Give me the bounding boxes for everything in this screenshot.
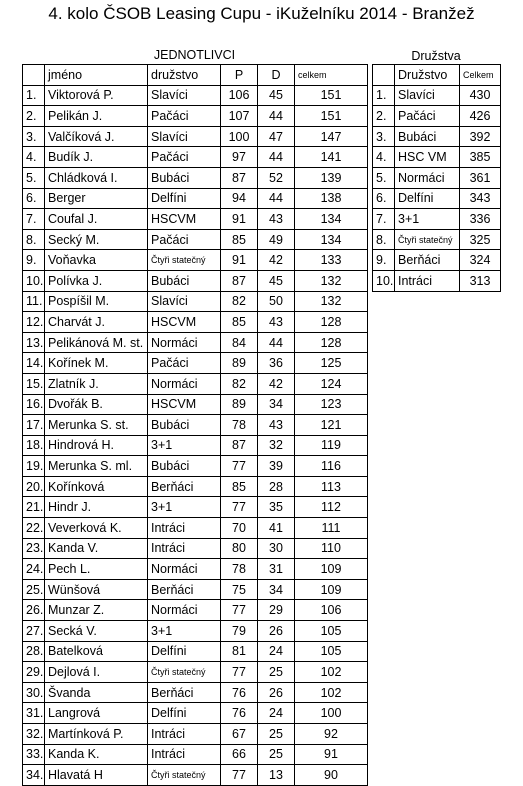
p-cell: 81 — [221, 641, 258, 662]
d-cell: 50 — [258, 291, 295, 312]
team-cell: Slavíci — [148, 291, 221, 312]
team-cell: Pačáci — [148, 106, 221, 127]
p-cell: 91 — [221, 250, 258, 271]
team-cell: Bubáci — [148, 270, 221, 291]
team-cell: Slavíci — [148, 126, 221, 147]
total-cell: 121 — [295, 415, 368, 436]
rank-cell: 8. — [23, 229, 45, 250]
rank-cell: 27. — [23, 621, 45, 642]
team-cell: Bubáci — [148, 415, 221, 436]
p-cell: 107 — [221, 106, 258, 127]
total-cell: 124 — [295, 373, 368, 394]
total-cell: 113 — [295, 476, 368, 497]
table-row — [373, 229, 501, 250]
header-name: jméno — [45, 65, 148, 86]
p-cell: 82 — [221, 373, 258, 394]
table-row — [23, 332, 368, 353]
d-cell: 25 — [258, 724, 295, 745]
rank-cell: 4. — [373, 147, 395, 168]
table-row — [23, 518, 368, 539]
table-row — [23, 126, 368, 147]
p-cell: 97 — [221, 147, 258, 168]
rank-cell: 8. — [373, 229, 395, 250]
d-cell: 13 — [258, 765, 295, 786]
name-cell: Budík J. — [45, 147, 148, 168]
rank-cell: 14. — [23, 353, 45, 374]
total-cell: 426 — [460, 106, 501, 127]
table-row — [23, 641, 368, 662]
d-cell: 52 — [258, 167, 295, 188]
name-cell: Kořínek M. — [45, 353, 148, 374]
table-row — [23, 250, 368, 271]
p-cell: 94 — [221, 188, 258, 209]
total-cell: 116 — [295, 456, 368, 477]
team-name-cell: Delfíni — [395, 188, 460, 209]
rank-cell: 25. — [23, 579, 45, 600]
d-cell: 49 — [258, 229, 295, 250]
name-cell: Charvát J. — [45, 312, 148, 333]
individuals-table — [22, 64, 368, 786]
d-cell: 34 — [258, 579, 295, 600]
total-cell: 336 — [460, 209, 501, 230]
name-cell: Hindrová H. — [45, 435, 148, 456]
total-cell: 385 — [460, 147, 501, 168]
p-cell: 87 — [221, 270, 258, 291]
team-name-cell: Slavíci — [395, 85, 460, 106]
rank-cell: 23. — [23, 538, 45, 559]
rank-cell: 19. — [23, 456, 45, 477]
total-cell: 139 — [295, 167, 368, 188]
team-cell: Normáci — [148, 332, 221, 353]
rank-cell: 5. — [23, 167, 45, 188]
total-cell: 109 — [295, 559, 368, 580]
table-row — [23, 538, 368, 559]
d-cell: 26 — [258, 621, 295, 642]
team-cell: Normáci — [148, 373, 221, 394]
total-cell: 111 — [295, 518, 368, 539]
table-row — [373, 126, 501, 147]
team-cell: Čtyři statečný — [148, 250, 221, 271]
d-cell: 26 — [258, 682, 295, 703]
name-cell: Pospíšil M. — [45, 291, 148, 312]
p-cell: 100 — [221, 126, 258, 147]
rank-cell: 3. — [373, 126, 395, 147]
team-name-cell: Intráci — [395, 270, 460, 291]
table-row — [23, 209, 368, 230]
p-cell: 91 — [221, 209, 258, 230]
p-cell: 85 — [221, 229, 258, 250]
rank-cell: 32. — [23, 724, 45, 745]
total-cell: 132 — [295, 291, 368, 312]
p-cell: 85 — [221, 312, 258, 333]
header-team-name: Družstvo — [395, 65, 460, 86]
team-cell: Intráci — [148, 744, 221, 765]
team-cell: Intráci — [148, 724, 221, 745]
name-cell: Voňavka — [45, 250, 148, 271]
d-cell: 44 — [258, 147, 295, 168]
name-cell: Pelikán J. — [45, 106, 148, 127]
name-cell: Merunka S. st. — [45, 415, 148, 436]
total-cell: 141 — [295, 147, 368, 168]
p-cell: 82 — [221, 291, 258, 312]
d-cell: 32 — [258, 435, 295, 456]
team-cell: Čtyři statečný — [148, 765, 221, 786]
rank-cell: 2. — [23, 106, 45, 127]
team-name-cell: Čtyři statečný — [395, 229, 460, 250]
rank-cell: 22. — [23, 518, 45, 539]
p-cell: 76 — [221, 703, 258, 724]
p-cell: 106 — [221, 85, 258, 106]
name-cell: Viktorová P. — [45, 85, 148, 106]
table-row — [23, 188, 368, 209]
rank-cell: 21. — [23, 497, 45, 518]
total-cell: 102 — [295, 682, 368, 703]
name-cell: Pelikánová M. st. — [45, 332, 148, 353]
rank-cell: 33. — [23, 744, 45, 765]
team-cell: Delfíni — [148, 188, 221, 209]
rank-cell: 30. — [23, 682, 45, 703]
individuals-caption: JEDNOTLIVCI — [153, 48, 236, 62]
d-cell: 42 — [258, 373, 295, 394]
d-cell: 36 — [258, 353, 295, 374]
table-row — [23, 765, 368, 786]
total-cell: 134 — [295, 229, 368, 250]
d-cell: 42 — [258, 250, 295, 271]
total-cell: 100 — [295, 703, 368, 724]
name-cell: Coufal J. — [45, 209, 148, 230]
p-cell: 77 — [221, 497, 258, 518]
name-cell: Kanda V. — [45, 538, 148, 559]
rank-cell: 1. — [23, 85, 45, 106]
rank-cell: 10. — [23, 270, 45, 291]
d-cell: 44 — [258, 332, 295, 353]
total-cell: 134 — [295, 209, 368, 230]
rank-cell: 1. — [373, 85, 395, 106]
table-row — [373, 250, 501, 271]
team-cell: HSCVM — [148, 394, 221, 415]
table-row — [23, 147, 368, 168]
name-cell: Pech L. — [45, 559, 148, 580]
table-row — [23, 415, 368, 436]
name-cell: Valčíková J. — [45, 126, 148, 147]
rank-cell: 3. — [23, 126, 45, 147]
name-cell: Zlatník J. — [45, 373, 148, 394]
team-cell: 3+1 — [148, 497, 221, 518]
d-cell: 29 — [258, 600, 295, 621]
team-name-cell: Berňáci — [395, 250, 460, 271]
table-row — [23, 270, 368, 291]
d-cell: 41 — [258, 518, 295, 539]
table-row — [23, 167, 368, 188]
rank-cell: 26. — [23, 600, 45, 621]
rank-cell: 6. — [23, 188, 45, 209]
rank-cell: 7. — [23, 209, 45, 230]
total-cell: 324 — [460, 250, 501, 271]
table-row — [23, 579, 368, 600]
rank-cell: 18. — [23, 435, 45, 456]
name-cell: Veverková K. — [45, 518, 148, 539]
rank-cell: 15. — [23, 373, 45, 394]
table-row — [373, 106, 501, 127]
name-cell: Kořínková — [45, 476, 148, 497]
total-cell: 91 — [295, 744, 368, 765]
d-cell: 28 — [258, 476, 295, 497]
total-cell: 125 — [295, 353, 368, 374]
team-cell: Slavíci — [148, 85, 221, 106]
name-cell: Hlavatá H — [45, 765, 148, 786]
header-rank — [373, 65, 395, 86]
rank-cell: 24. — [23, 559, 45, 580]
rank-cell: 7. — [373, 209, 395, 230]
rank-cell: 17. — [23, 415, 45, 436]
team-cell: Delfíni — [148, 703, 221, 724]
d-cell: 45 — [258, 85, 295, 106]
team-cell: Čtyři statečný — [148, 662, 221, 683]
table-row — [23, 559, 368, 580]
d-cell: 47 — [258, 126, 295, 147]
rank-cell: 13. — [23, 332, 45, 353]
total-cell: 92 — [295, 724, 368, 745]
p-cell: 89 — [221, 353, 258, 374]
header-team: družstvo — [148, 65, 221, 86]
total-cell: 147 — [295, 126, 368, 147]
table-row — [23, 724, 368, 745]
table-row — [23, 106, 368, 127]
team-cell: Pačáci — [148, 229, 221, 250]
table-row — [23, 476, 368, 497]
team-name-cell: HSC VM — [395, 147, 460, 168]
name-cell: Secký M. — [45, 229, 148, 250]
header-p: P — [221, 65, 258, 86]
header-total: celkem — [295, 65, 368, 86]
p-cell: 75 — [221, 579, 258, 600]
d-cell: 39 — [258, 456, 295, 477]
team-name-cell: 3+1 — [395, 209, 460, 230]
table-header-row — [373, 65, 501, 86]
table-row — [23, 435, 368, 456]
team-cell: 3+1 — [148, 621, 221, 642]
name-cell: Secká V. — [45, 621, 148, 642]
p-cell: 78 — [221, 559, 258, 580]
p-cell: 67 — [221, 724, 258, 745]
d-cell: 24 — [258, 641, 295, 662]
total-cell: 110 — [295, 538, 368, 559]
team-cell: Berňáci — [148, 476, 221, 497]
p-cell: 87 — [221, 167, 258, 188]
total-cell: 313 — [460, 270, 501, 291]
team-name-cell: Bubáci — [395, 126, 460, 147]
team-cell: Berňáci — [148, 682, 221, 703]
rank-cell: 28. — [23, 641, 45, 662]
p-cell: 79 — [221, 621, 258, 642]
team-cell: HSCVM — [148, 209, 221, 230]
p-cell: 77 — [221, 600, 258, 621]
name-cell: Hindr J. — [45, 497, 148, 518]
total-cell: 151 — [295, 85, 368, 106]
table-row — [373, 147, 501, 168]
team-cell: Intráci — [148, 518, 221, 539]
d-cell: 24 — [258, 703, 295, 724]
total-cell: 138 — [295, 188, 368, 209]
total-cell: 105 — [295, 621, 368, 642]
d-cell: 44 — [258, 188, 295, 209]
total-cell: 132 — [295, 270, 368, 291]
table-row — [23, 85, 368, 106]
total-cell: 325 — [460, 229, 501, 250]
rank-cell: 16. — [23, 394, 45, 415]
name-cell: Batelková — [45, 641, 148, 662]
name-cell: Munzar Z. — [45, 600, 148, 621]
d-cell: 25 — [258, 662, 295, 683]
team-cell: Bubáci — [148, 456, 221, 477]
p-cell: 80 — [221, 538, 258, 559]
teams-table — [372, 64, 501, 292]
table-row — [373, 167, 501, 188]
d-cell: 43 — [258, 312, 295, 333]
table-row — [23, 291, 368, 312]
d-cell: 43 — [258, 209, 295, 230]
team-cell: Normáci — [148, 600, 221, 621]
total-cell: 123 — [295, 394, 368, 415]
name-cell: Chládková I. — [45, 167, 148, 188]
name-cell: Wünšová — [45, 579, 148, 600]
name-cell: Polívka J. — [45, 270, 148, 291]
table-row — [23, 682, 368, 703]
p-cell: 87 — [221, 435, 258, 456]
total-cell: 343 — [460, 188, 501, 209]
name-cell: Dejlová I. — [45, 662, 148, 683]
team-name-cell: Normáci — [395, 167, 460, 188]
name-cell: Švanda — [45, 682, 148, 703]
team-cell: 3+1 — [148, 435, 221, 456]
table-row — [373, 270, 501, 291]
total-cell: 90 — [295, 765, 368, 786]
table-row — [23, 394, 368, 415]
p-cell: 85 — [221, 476, 258, 497]
team-name-cell: Pačáci — [395, 106, 460, 127]
table-row — [23, 703, 368, 724]
name-cell: Dvořák B. — [45, 394, 148, 415]
rank-cell: 31. — [23, 703, 45, 724]
total-cell: 112 — [295, 497, 368, 518]
header-rank — [23, 65, 45, 86]
rank-cell: 2. — [373, 106, 395, 127]
rank-cell: 9. — [23, 250, 45, 271]
table-header-row — [23, 65, 368, 86]
name-cell: Merunka S. ml. — [45, 456, 148, 477]
total-cell: 102 — [295, 662, 368, 683]
p-cell: 70 — [221, 518, 258, 539]
team-cell: HSCVM — [148, 312, 221, 333]
total-cell: 109 — [295, 579, 368, 600]
table-row — [23, 229, 368, 250]
p-cell: 77 — [221, 765, 258, 786]
rank-cell: 9. — [373, 250, 395, 271]
rank-cell: 10. — [373, 270, 395, 291]
table-row — [23, 497, 368, 518]
d-cell: 34 — [258, 394, 295, 415]
d-cell: 35 — [258, 497, 295, 518]
total-cell: 430 — [460, 85, 501, 106]
name-cell: Berger — [45, 188, 148, 209]
total-cell: 105 — [295, 641, 368, 662]
team-cell: Pačáci — [148, 147, 221, 168]
name-cell: Martínková P. — [45, 724, 148, 745]
total-cell: 392 — [460, 126, 501, 147]
team-cell: Berňáci — [148, 579, 221, 600]
p-cell: 66 — [221, 744, 258, 765]
table-row — [23, 662, 368, 683]
table-row — [23, 353, 368, 374]
table-row — [373, 188, 501, 209]
rank-cell: 11. — [23, 291, 45, 312]
p-cell: 89 — [221, 394, 258, 415]
total-cell: 106 — [295, 600, 368, 621]
rank-cell: 4. — [23, 147, 45, 168]
rank-cell: 6. — [373, 188, 395, 209]
rank-cell: 20. — [23, 476, 45, 497]
p-cell: 78 — [221, 415, 258, 436]
table-row — [373, 85, 501, 106]
d-cell: 44 — [258, 106, 295, 127]
team-cell: Pačáci — [148, 353, 221, 374]
p-cell: 77 — [221, 456, 258, 477]
total-cell: 151 — [295, 106, 368, 127]
total-cell: 128 — [295, 312, 368, 333]
table-row — [23, 621, 368, 642]
rank-cell: 34. — [23, 765, 45, 786]
d-cell: 30 — [258, 538, 295, 559]
d-cell: 43 — [258, 415, 295, 436]
total-cell: 133 — [295, 250, 368, 271]
total-cell: 361 — [460, 167, 501, 188]
rank-cell: 5. — [373, 167, 395, 188]
table-row — [23, 600, 368, 621]
name-cell: Langrová — [45, 703, 148, 724]
name-cell: Kanda K. — [45, 744, 148, 765]
total-cell: 119 — [295, 435, 368, 456]
d-cell: 45 — [258, 270, 295, 291]
team-cell: Intráci — [148, 538, 221, 559]
table-row — [373, 209, 501, 230]
table-row — [23, 744, 368, 765]
d-cell: 25 — [258, 744, 295, 765]
team-cell: Delfíni — [148, 641, 221, 662]
team-cell: Normáci — [148, 559, 221, 580]
rank-cell: 29. — [23, 662, 45, 683]
p-cell: 77 — [221, 662, 258, 683]
d-cell: 31 — [258, 559, 295, 580]
rank-cell: 12. — [23, 312, 45, 333]
header-d: D — [258, 65, 295, 86]
table-row — [23, 312, 368, 333]
p-cell: 76 — [221, 682, 258, 703]
p-cell: 84 — [221, 332, 258, 353]
team-cell: Bubáci — [148, 167, 221, 188]
header-total: Celkem — [460, 65, 501, 86]
table-row — [23, 373, 368, 394]
total-cell: 128 — [295, 332, 368, 353]
teams-caption: Družstva — [411, 49, 461, 63]
page-title: 4. kolo ČSOB Leasing Cupu - iKuželníku 2014 - Branžež — [48, 4, 475, 23]
table-row — [23, 456, 368, 477]
